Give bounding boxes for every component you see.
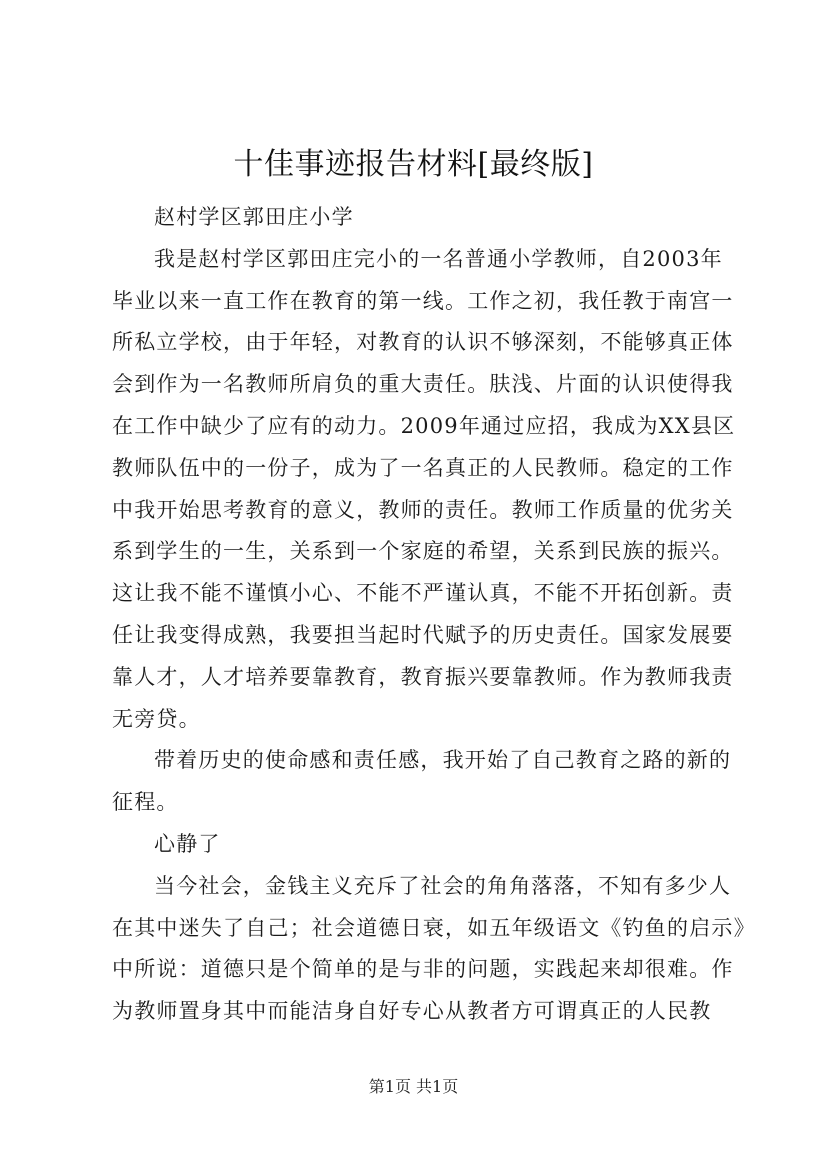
body-line: 这让我不能不谨慎小心、不能不严谨认真，不能不开拓创新。责 [112, 581, 734, 606]
body-line: 赵村学区郭田庄小学 [154, 205, 354, 229]
body-line: 中我开始思考教育的意义，教师的责任。教师工作质量的优劣关 [112, 497, 734, 522]
body-line: 无旁贷。 [112, 706, 201, 731]
body-line: 毕业以来一直工作在教育的第一线。工作之初，我任教于南宫一 [112, 288, 734, 313]
body-line: 会到作为一名教师所肩负的重大责任。肤浅、片面的认识使得我 [112, 372, 734, 397]
body-line: 靠人才，人才培养要靠教育，教育振兴要靠教师。作为教师我责 [112, 664, 734, 689]
body-line: 带着历史的使命感和责任感，我开始了自己教育之路的新的 [154, 748, 732, 773]
body-line: 所私立学校，由于年轻，对教育的认识不够深刻，不能够真正体 [112, 330, 734, 355]
body-line: 当今社会，金钱主义充斥了社会的角角落落，不知有多少人 [154, 873, 732, 898]
body-line: 在其中迷失了自己；社会道德日衰，如五年级语文《钓鱼的启示》 [112, 915, 756, 940]
body-line: 征程。 [112, 790, 179, 815]
body-line: 为教师置身其中而能洁身自好专心从教者方可谓真正的人民教 [112, 999, 712, 1024]
body-line: 教师队伍中的一份子，成为了一名真正的人民教师。稳定的工作 [112, 455, 734, 480]
body-line: 我是赵村学区郭田庄完小的一名普通小学教师，自2003年 [154, 246, 723, 271]
document-body [112, 197, 756, 1033]
body-line: 任让我变得成熟，我要担当起时代赋予的历史责任。国家发展要 [112, 622, 734, 647]
body-line: 在工作中缺少了应有的动力。2009年通过应招，我成为XX县区 [112, 413, 736, 438]
body-line: 中所说：道德只是个简单的是与非的问题，实践起来却很难。作 [112, 957, 734, 982]
document-title: 十佳事迹报告材料[最终版] [233, 147, 594, 182]
body-line: 系到学生的一生，关系到一个家庭的希望，关系到民族的振兴。 [112, 539, 734, 564]
page-footer: 第1页 共1页 [368, 1077, 459, 1096]
body-line: 心静了 [154, 831, 221, 856]
